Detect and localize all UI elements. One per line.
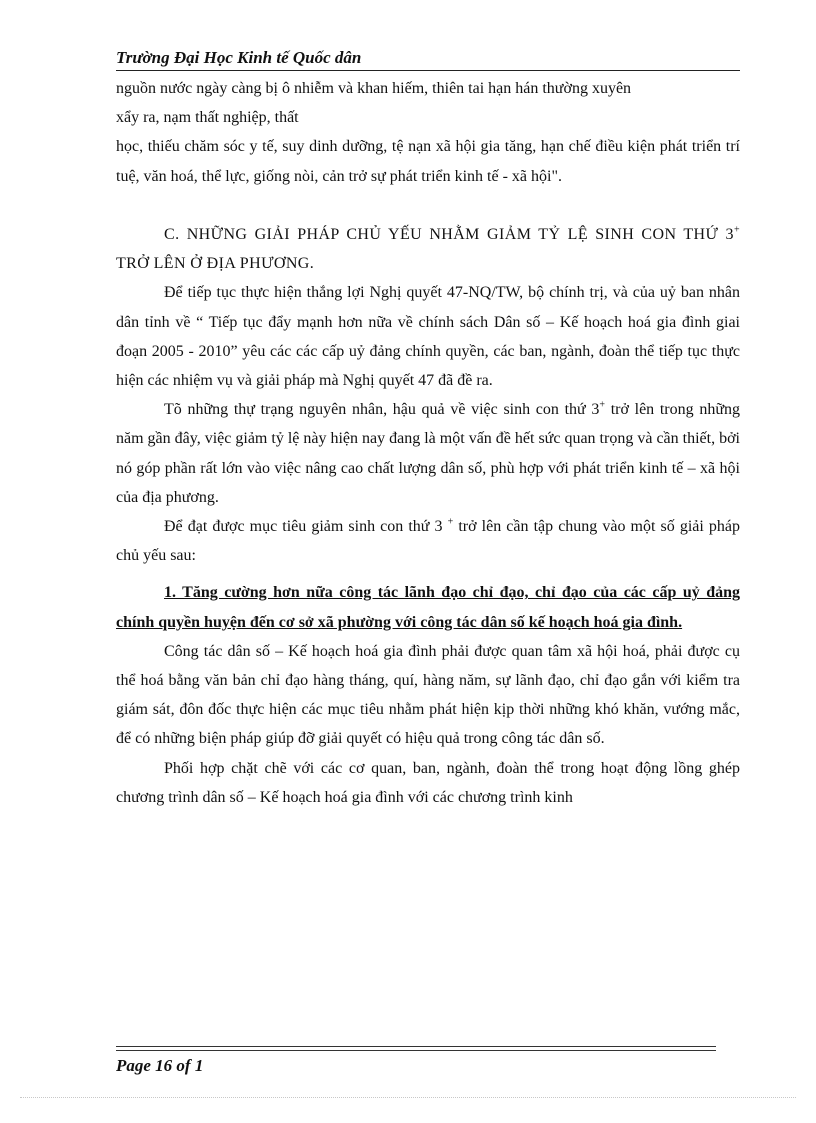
paragraph (116, 395, 740, 512)
paragraph: Phối hợp chặt chẽ với các cơ quan, ban, ngành, đoàn thể trong hoạt động lồng ghép chương trình dân số – Kế hoạch hoá gia đình với các chương trình kinh (116, 759, 740, 806)
section-heading-1: 1. Tăng cường hơn nữa công tác lãnh đạo chỉ đạo, chỉ đạo của các cấp uỷ đảng chính quyền huyện đến cơ sở xã phường với công tác dân số kế hoạch hoá gia đình. (116, 584, 740, 631)
superscript: + (599, 399, 606, 411)
paragraph-line: nguồn nước ngày càng bị ô nhiễm và khan hiếm, thiên tai hạn hán thường xuyên (116, 80, 632, 97)
superscript: + (733, 224, 740, 236)
paragraph-text: Để đạt được mục tiêu giảm sinh con thứ 3 (164, 518, 448, 536)
paragraph-line: xẩy ra, nạm thất nghiệp, thất (116, 109, 299, 127)
header-title: Trường Đại Học Kinh tế Quốc dân (116, 48, 362, 67)
superscript: + (447, 516, 454, 528)
paragraph-text: Tõ những thự trạng nguyên nhân, hậu quả về việc sinh con thứ 3 (164, 401, 600, 419)
paragraph-text: trở lên trong những năm gần đây, việc giảm tỷ lệ này hiện nay đang là một vấn đề hết sức quan trọng và cần thiết, bởi nó góp phần rất lớn vào việc nâng cao chất lượng dân số, phù hợp với phát triển kinh tế – xã hội của địa phương. (116, 401, 740, 506)
paragraph: Để tiếp tục thực hiện thắng lợi Nghị quyết 47-NQ/TW, bộ chính trị, và của uỷ ban nhân dân tỉnh về “ Tiếp tục đẩy mạnh hơn nữa về chính sách Dân số – Kế hoạch hoá gia đình giai đoạn 2005 - 2010” yêu các các cấp uỷ đảng chính quyền, các ban, ngành, đoàn thể tiếp tục thực hiện các nhiệm vụ và giải pháp mà Nghị quyết 47 đã đề ra. (116, 284, 740, 390)
document-body (116, 74, 740, 812)
footer-rule (116, 1046, 716, 1051)
paragraph: học, thiếu chăm sóc y tế, suy dinh dưỡng, tệ nạn xã hội gia tăng, hạn chế điều kiện phát triển trí tuệ, văn hoá, thể lực, giống nòi, cản trở sự phát triển kinh tế - xã hội". (116, 138, 740, 185)
blank-line (116, 191, 740, 220)
section-heading-c (116, 220, 740, 278)
page-edge-divider (20, 1097, 796, 1098)
paragraph (116, 512, 740, 570)
paragraph: Công tác dân số – Kế hoạch hoá gia đình phải được quan tâm xã hội hoá, phải được cụ thể hoá bằng văn bản chỉ đạo hàng tháng, quí, hàng năm, sự lãnh đạo, chỉ đạo gắn với kiểm tra giám sát, đôn đốc thực hiện các mục tiêu nhằm phát hiện kịp thời những khó khăn, vướng mắc, để có những biện pháp giúp đỡ giải quyết có hiệu quả trong công tác dân số. (116, 642, 740, 748)
paragraph-text: trở lên cần tập chung vào một số giải pháp chủ yếu sau: (116, 518, 741, 565)
page-header (116, 46, 740, 71)
heading-text: C. NHỮNG GIẢI PHÁP CHỦ YẾU NHẰM GIẢM TỶ LỆ SINH CON THỨ 3 (164, 226, 734, 243)
page-number: Page 16 of 1 (116, 1056, 204, 1075)
heading-text: TRỞ LÊN Ở ĐỊA PHƯƠNG. (116, 255, 315, 273)
